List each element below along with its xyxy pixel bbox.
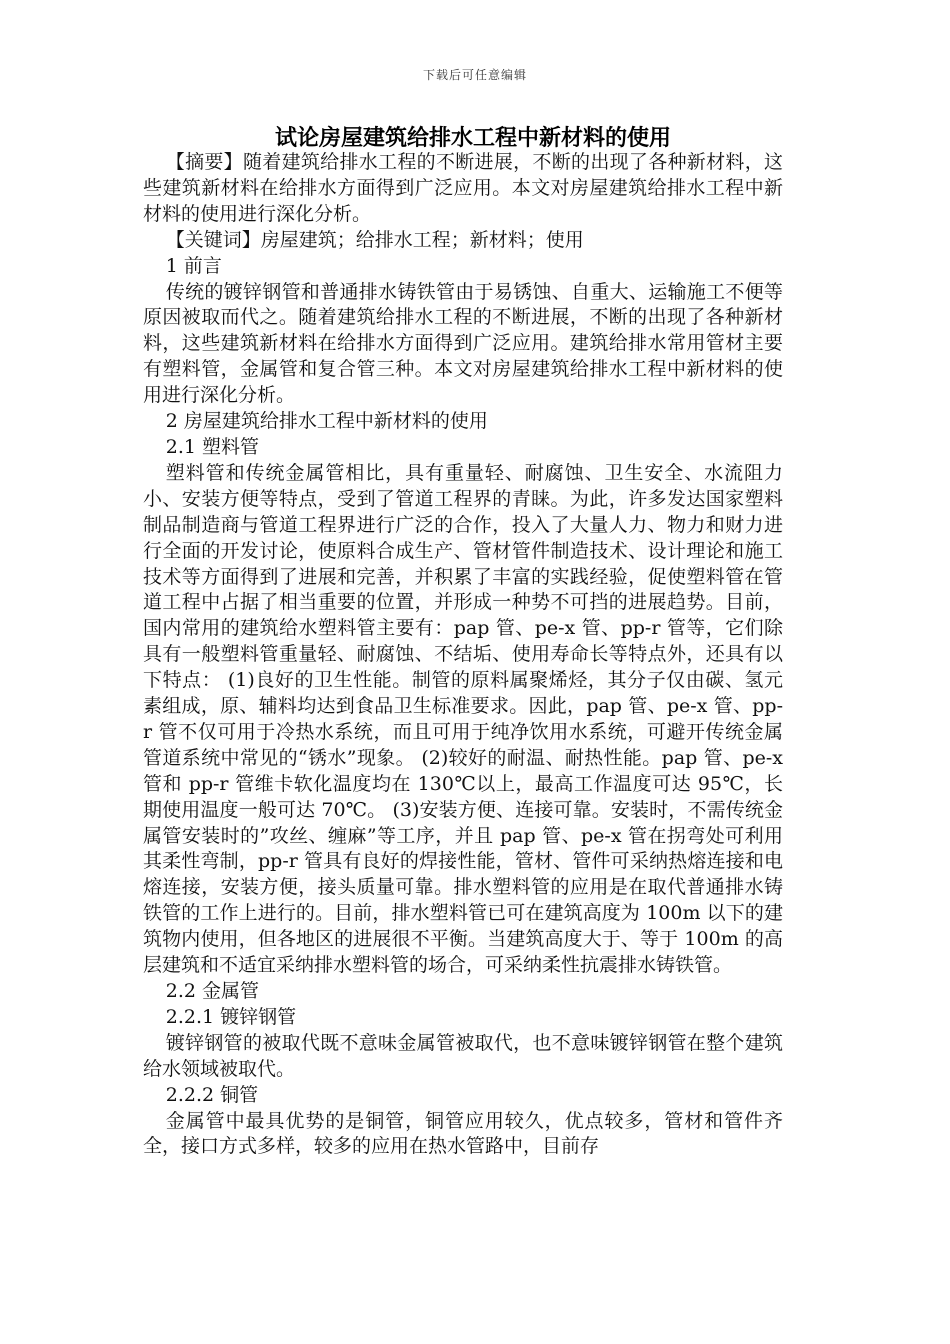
copper-pipe-paragraph: 金属管中最具优势的是铜管，铜管应用较久，优点较多，管材和管件齐全，接口方式多样，较多的应用在热水管路中，目前存 [143,1109,783,1158]
section-heading-galvanized-pipe: 2.2.1 镀锌钢管 [165,1005,297,1028]
section-heading-metal-pipe: 2.2 金属管 [165,980,260,1002]
galvanized-pipe-paragraph: 镀锌钢管的被取代既不意味金属管被取代，也不意味镀锌钢管在整个建筑给水领域被取代。 [143,1031,783,1080]
page-header-note: 下载后可任意编辑 [422,68,527,82]
document-body [143,150,783,1160]
document-title: 试论房屋建筑给排水工程中新材料的使用 [274,125,671,151]
section-heading-copper-pipe: 2.2.2 铜管 [165,1083,259,1106]
section-heading-plastic-pipe: 2.1 塑料管 [165,435,260,458]
section-heading-new-materials: 2 房屋建筑给排水工程中新材料的使用 [165,410,488,433]
intro-paragraph: 传统的镀锌钢管和普通排水铸铁管由于易锈蚀、自重大、运输施工不便等原因被取而代之。随着建筑给排水工程的不断进展，不断的出现了各种新材料，这些建筑新材料在给排水方面得到广泛应用。建筑给排水常用管材主要有塑料管，金属管和复合管三种。本文对房屋建筑给排水工程中新材料的使用进行深化分析。 [143,280,783,407]
section-heading-intro: 1 前言 [165,254,222,277]
keywords-paragraph: 【关键词】房屋建筑；给排水工程；新材料；使用 [165,228,584,251]
plastic-pipe-paragraph: 塑料管和传统金属管相比，具有重量轻、耐腐蚀、卫生安全、水流阻力小、安装方便等特点，受到了管道工程界的青睐。为此，许多发达国家塑料制品制造商与管道工程界进行广泛的合作，投入了大量人力、物力和财力进行全面的开发讨论，使原料合成生产、管材管件制造技术、设计理论和施工技术等方面得到了进展和完善，并积累了丰富的实践经验，促使塑料管在管道工程中占据了相当重要的位置，并形成一种势不可挡的进展趋势。目前，国内常用的建筑给水塑料管主要有：pap 管、pe-x 管、pp-r 管等，它们除具有一般塑料管重量轻、耐腐蚀、不结垢、使用寿命长等特点外，还具有以下特点： (1)良好的卫生性能。制管的原料属聚烯烃，其分子仅由碳、氢元素组成，原、辅料均达到食品卫生标准要求。因此，pap 管、pe-x 管、pp-r 管不仅可用于冷热水系统，而且可用于纯净饮用水系统，可避开传统金属管道系统中常见的“锈水”现象。 (2)较好的耐温、耐热性能。pap 管、pe-x 管和 pp-r 管维卡软化温度均在 130℃以上，最高工作温度可达 95℃，长期使用温度一般可达 70℃。 (3)安装方便、连接可靠。安装时，不需传统金属管安装时的”攻丝、缠麻”等工序，并且 pap 管、pe-x 管在拐弯处可利用其柔性弯制，pp-r 管具有良好的焊接性能，管材、管件可采纳热熔连接和电熔连接，安装方便，接头质量可靠。排水塑料管的应用是在取代普通排水铸铁管的工作上进行的。目前，排水塑料管已可在建筑高度为 100m 以下的建筑物内使用，但各地区的进展很不平衡。当建筑高度大于、等于 100m 的高层建筑和不适宜采纳排水塑料管的场合，可采纳柔性抗震排水铸铁管。 [143,461,783,977]
abstract-paragraph: 【摘要】随着建筑给排水工程的不断进展，不断的出现了各种新材料，这些建筑新材料在给排水方面得到广泛应用。本文对房屋建筑给排水工程中新材料的使用进行深化分析。 [143,151,783,225]
